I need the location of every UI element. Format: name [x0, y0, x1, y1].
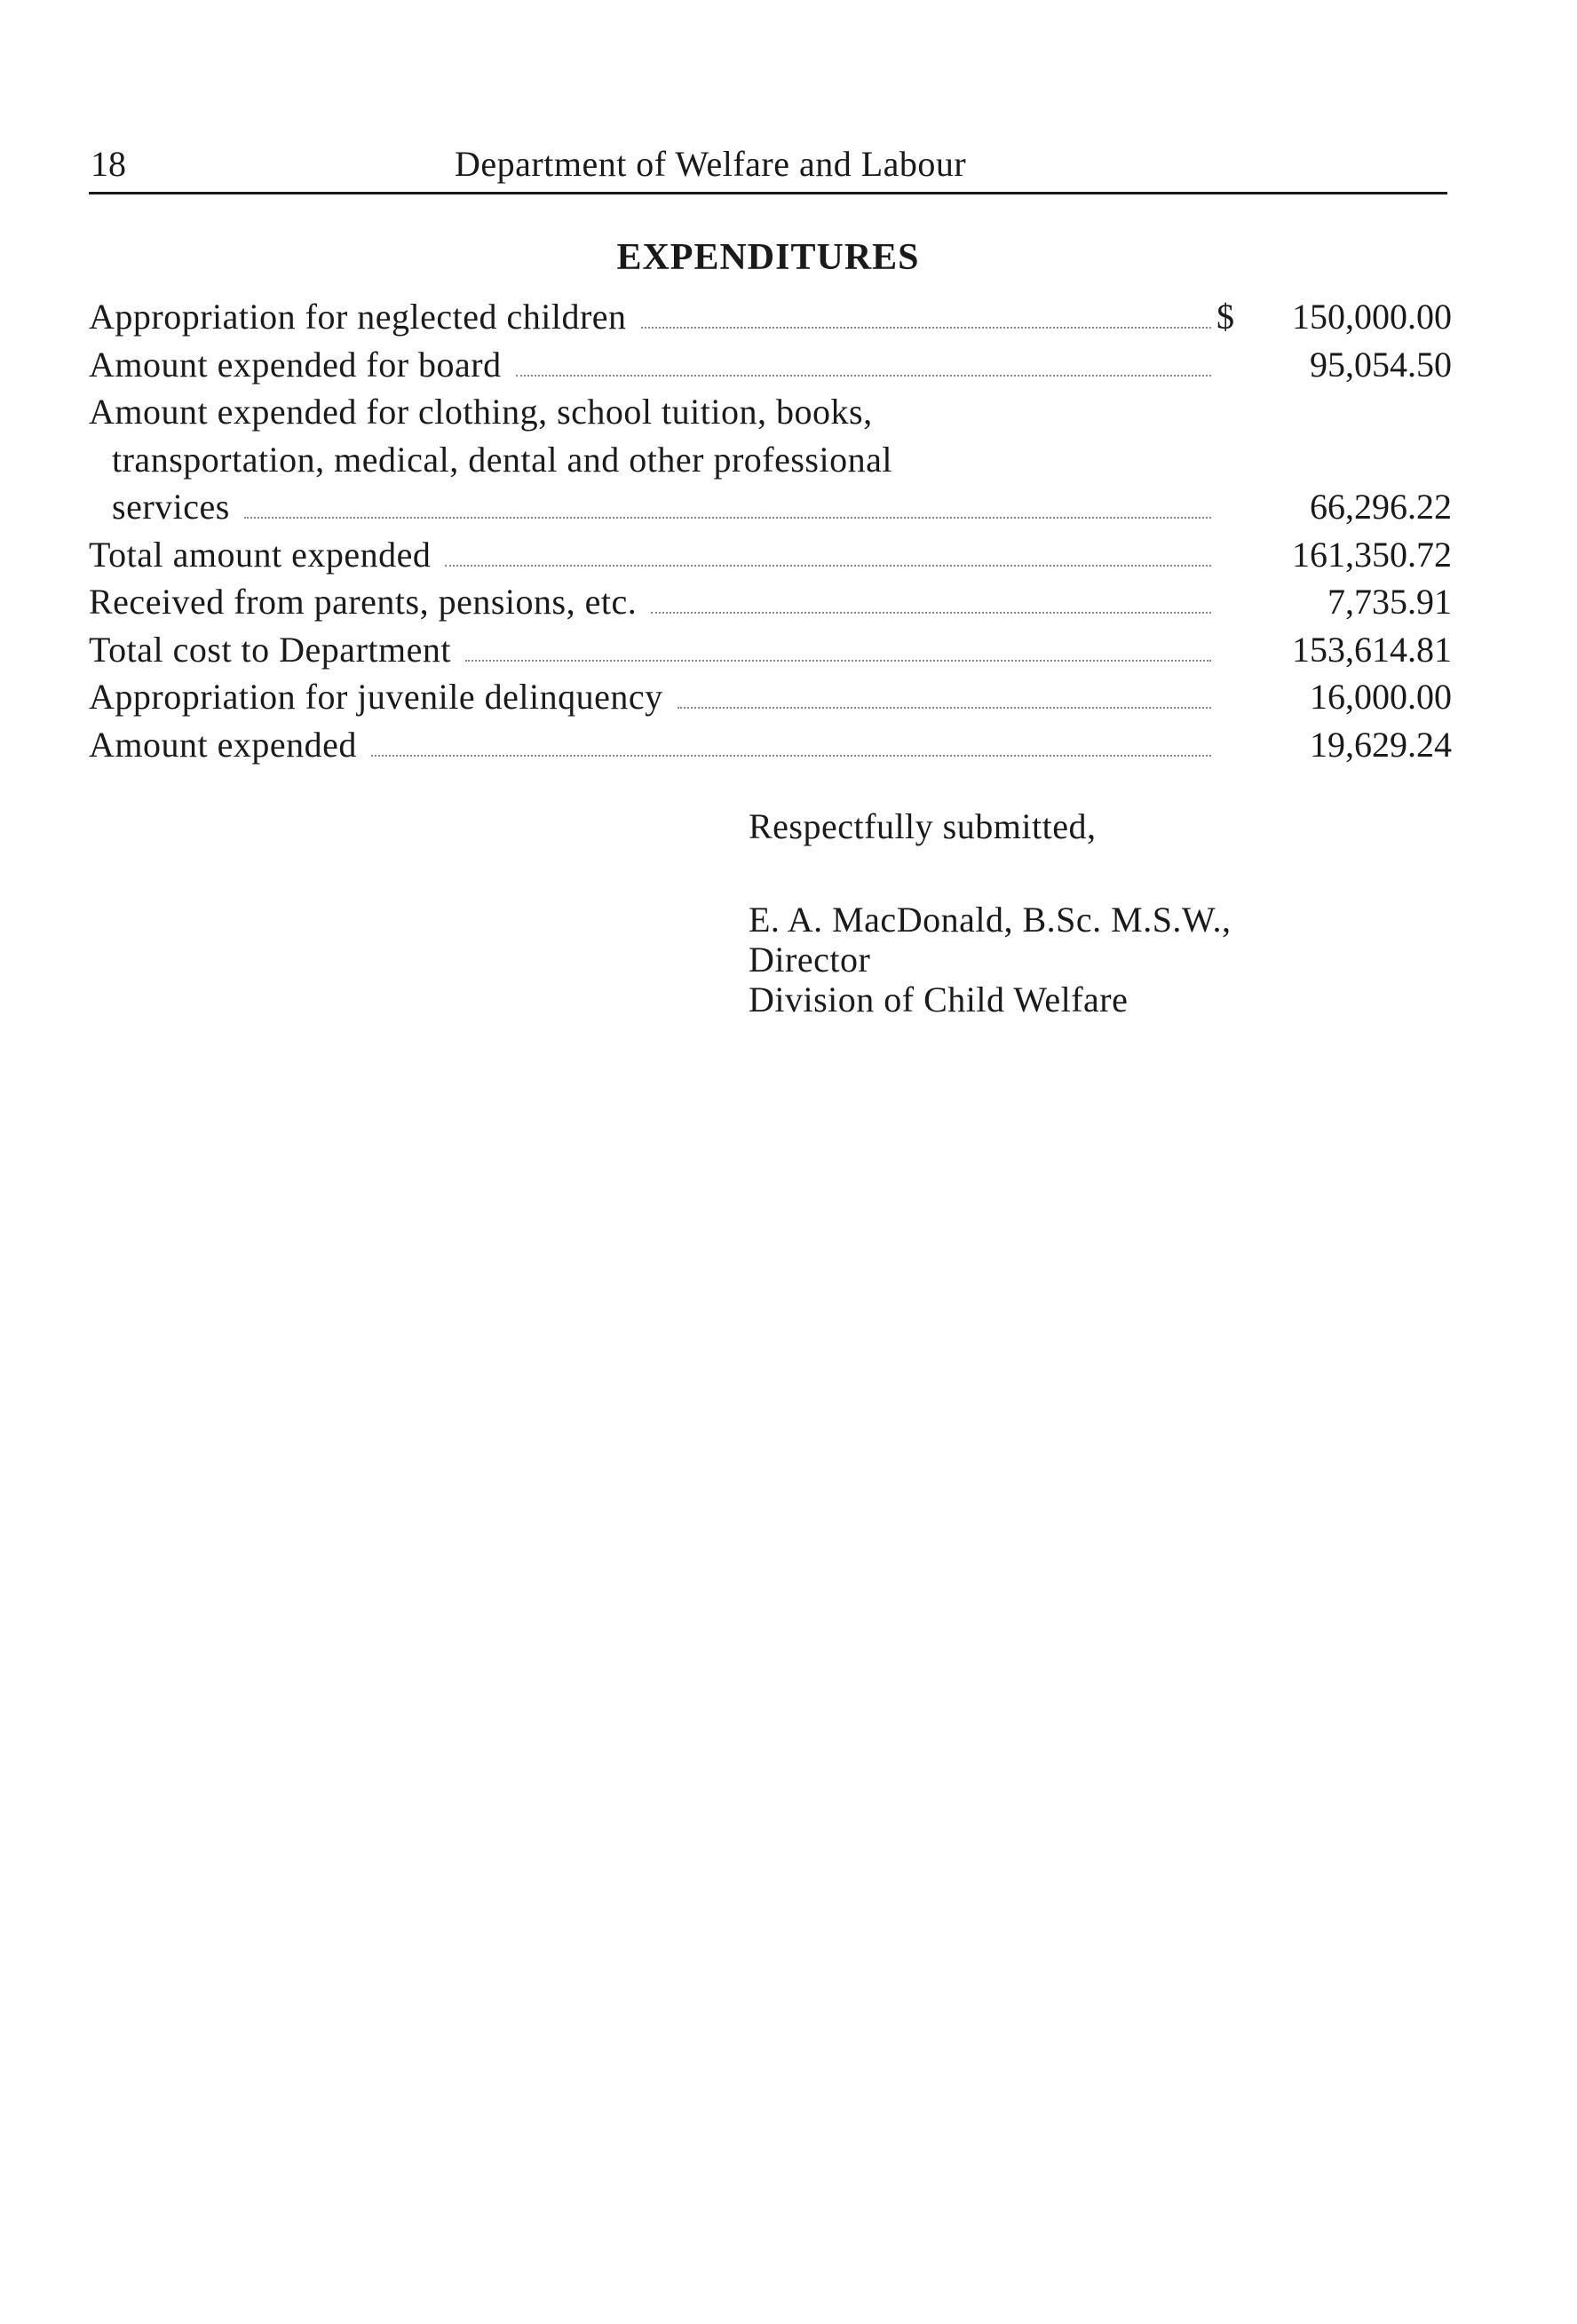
- item-amount: 16,000.00: [1310, 677, 1452, 717]
- item-label: Total amount expended: [89, 534, 432, 575]
- signatory-title: Director: [749, 940, 871, 980]
- expenditure-item: [89, 531, 1452, 579]
- signature-block: [749, 806, 1232, 1019]
- running-title: Department of Welfare and Labour: [455, 144, 967, 184]
- item-amount: 161,350.72: [1292, 534, 1452, 575]
- item-label: Appropriation for neglected children: [89, 297, 627, 337]
- item-amount: 7,735.91: [1327, 582, 1452, 622]
- expenditure-item: [89, 293, 1452, 341]
- item-amount: 19,629.24: [1310, 724, 1452, 765]
- item-amount: 150,000.00: [1292, 297, 1452, 337]
- item-label-continuation: transportation, medical, dental and other professional: [112, 439, 892, 480]
- item-label: Amount expended for board: [89, 344, 502, 385]
- expenditure-item: [89, 388, 1452, 531]
- item-label: Appropriation for juvenile delinquency: [89, 677, 663, 717]
- signatory-division: Division of Child Welfare: [749, 980, 1129, 1019]
- dot-leader: [516, 374, 1211, 377]
- item-amount: 153,614.81: [1292, 629, 1452, 670]
- expenditure-list: [89, 293, 1452, 768]
- dot-leader: [465, 659, 1211, 662]
- expenditure-item: [89, 578, 1452, 626]
- dot-leader: [244, 516, 1211, 519]
- item-label: Total cost to Department: [89, 629, 451, 670]
- expenditure-item: [89, 341, 1452, 389]
- signatory-name: E. A. MacDonald, B.Sc. M.S.W.,: [749, 900, 1232, 940]
- item-label: Received from parents, pensions, etc.: [89, 582, 638, 622]
- expenditure-item: [89, 626, 1452, 674]
- dot-leader: [678, 706, 1211, 709]
- item-label: Amount expended: [89, 724, 357, 765]
- section-title: EXPENDITURES: [616, 237, 920, 278]
- item-amount: 95,054.50: [1310, 344, 1452, 385]
- dot-leader: [651, 611, 1211, 614]
- closing-line: Respectfully submitted,: [749, 806, 1097, 846]
- page-number: 18: [91, 144, 126, 184]
- currency-symbol: $: [1216, 297, 1235, 337]
- expenditure-item: [89, 721, 1452, 769]
- item-label: Amount expended for clothing, school tuition, books,: [89, 392, 873, 432]
- dot-leader: [445, 564, 1211, 567]
- dot-leader: [641, 326, 1211, 329]
- expenditure-item: [89, 673, 1452, 721]
- item-amount: 66,296.22: [1310, 487, 1452, 527]
- item-label-continuation: services: [112, 487, 230, 527]
- dot-leader: [371, 754, 1211, 757]
- page-header: [89, 142, 1447, 194]
